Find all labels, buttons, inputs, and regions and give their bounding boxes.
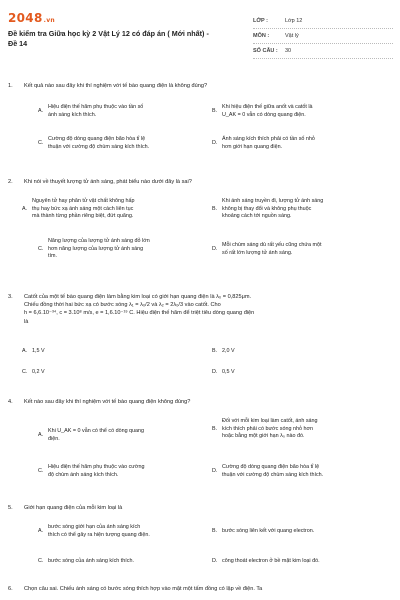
option-letter: D. bbox=[212, 246, 218, 252]
option-d[interactable] bbox=[212, 464, 390, 480]
option-letter: D. bbox=[212, 369, 218, 375]
option-line: hoặc bằng một giới hạn λ₀ nào đó. bbox=[222, 433, 305, 440]
option-text: công thoát electron ở bề mặt kim loại đó. bbox=[222, 558, 320, 564]
option-line: Khi hiệu điện thế giữa anốt và catốt là bbox=[222, 104, 313, 110]
header bbox=[0, 0, 400, 62]
option-a[interactable] bbox=[38, 428, 208, 444]
logo-suffix: .vn bbox=[43, 17, 55, 24]
option-text bbox=[222, 198, 323, 221]
option-d[interactable] bbox=[212, 369, 382, 377]
option-text: 2,0 V bbox=[222, 348, 235, 354]
option-a[interactable] bbox=[38, 104, 208, 120]
option-line: mà thành từng phần riêng biệt, đứt quãng. bbox=[32, 213, 134, 220]
question-text: Chọn câu sai. Chiếu ánh sáng có bước sóng thích hợp vào mặt một tấm đồng có lập về điện. Ta bbox=[24, 586, 263, 592]
option-c[interactable] bbox=[38, 558, 208, 566]
meta-value: 30 bbox=[285, 48, 292, 54]
question-2 bbox=[8, 178, 392, 278]
option-d[interactable] bbox=[212, 136, 390, 152]
option-line: điện. bbox=[48, 435, 60, 442]
option-line: U_AK = 0 vẫn có dòng quang điện. bbox=[222, 111, 306, 118]
question-number: 1. bbox=[8, 83, 13, 89]
option-letter: A. bbox=[22, 348, 28, 354]
question-text bbox=[24, 293, 388, 326]
question-number: 6. bbox=[8, 586, 13, 592]
option-line: Ánh sáng kích thích phải có tần số nhỏ bbox=[222, 136, 315, 142]
option-text bbox=[222, 418, 318, 441]
question-number: 4. bbox=[8, 399, 13, 405]
option-letter: A. bbox=[38, 108, 44, 114]
question-text: Kết nào sau đây khi thí nghiệm với tế bào quang điện không đúng? bbox=[24, 399, 191, 405]
option-b[interactable] bbox=[212, 348, 382, 356]
option-b[interactable] bbox=[212, 104, 390, 120]
question-number: 3. bbox=[8, 294, 13, 300]
question-text: Giới hạn quang điện của mỗi kim loại là bbox=[24, 505, 123, 511]
option-a[interactable] bbox=[38, 524, 208, 540]
option-c[interactable] bbox=[38, 136, 208, 152]
option-text bbox=[222, 464, 323, 479]
option-letter: B. bbox=[212, 206, 218, 212]
meta-row-class bbox=[253, 14, 393, 29]
option-line: Năng lượng của lượng tử ánh sáng đỏ lớn bbox=[48, 238, 150, 244]
option-line: hơn năng lượng của lượng tử ánh sáng bbox=[48, 245, 144, 252]
option-line: Cường độ dòng quang điện bão hòa tỉ lệ bbox=[48, 136, 146, 142]
question-line: Chiếu đồng thời hai bức xạ có bước sóng λ₁ = λ₀/2 và λ₂ = 2λ₀/3 vào catốt. Cho bbox=[24, 302, 221, 309]
meta-table bbox=[253, 14, 393, 59]
question-number: 5. bbox=[8, 505, 13, 511]
option-line: Nguyên tử hay phân tử vật chất không hấp bbox=[32, 198, 135, 204]
option-text: 1,5 V bbox=[32, 348, 45, 354]
option-d[interactable] bbox=[212, 558, 390, 566]
meta-row-count bbox=[253, 44, 393, 59]
option-c[interactable] bbox=[38, 238, 208, 262]
option-letter: A. bbox=[38, 528, 44, 534]
title-line: Đề 14 bbox=[8, 39, 28, 48]
meta-key: MÔN : bbox=[253, 33, 270, 39]
option-b[interactable] bbox=[212, 418, 390, 442]
option-letter: B. bbox=[212, 348, 218, 354]
question-number: 2. bbox=[8, 179, 13, 185]
option-text bbox=[222, 136, 315, 151]
option-a[interactable] bbox=[22, 198, 212, 222]
option-text bbox=[48, 238, 150, 261]
option-line: khoảng cách tới nguồn sáng. bbox=[222, 213, 292, 220]
option-line: độ chùm ánh sáng kích thích. bbox=[48, 471, 119, 478]
option-letter: C. bbox=[38, 246, 44, 252]
option-b[interactable] bbox=[212, 198, 390, 222]
option-c[interactable] bbox=[22, 369, 192, 377]
title-line: Đề kiểm tra Giữa học kỳ 2 Vật Lý 12 có đáp án ( Mới nhất) - bbox=[8, 29, 209, 38]
option-text bbox=[48, 464, 144, 479]
option-line: hơn giới hạn quang điện. bbox=[222, 143, 283, 150]
option-line: số rất lớn lượng tử ánh sáng. bbox=[222, 249, 293, 256]
option-line: Khi ánh sáng truyền đi, lượng tử ánh sáng bbox=[222, 198, 324, 204]
option-line: thụ hay bức xạ ánh sáng một cách liên tục bbox=[32, 205, 134, 212]
option-text bbox=[48, 524, 150, 539]
meta-key: SỐ CÂU : bbox=[253, 48, 278, 54]
question-line: là bbox=[24, 318, 29, 325]
question-line: Catốt của một tế bào quang điện làm bằng kim loại có giới hạn quang điện là λ₀ = 0,825μm. bbox=[24, 294, 252, 300]
option-text bbox=[48, 104, 143, 119]
option-text bbox=[32, 198, 135, 221]
option-letter: D. bbox=[212, 558, 218, 564]
option-line: thuận với cường độ chùm sáng kích thích. bbox=[48, 143, 150, 150]
site-logo[interactable] bbox=[8, 11, 55, 25]
option-line: Khi U_AK = 0 vẫn có thể có dòng quang bbox=[48, 428, 145, 434]
question-6 bbox=[8, 585, 392, 597]
option-line: thuận với cường độ chùm sáng kích thích. bbox=[222, 471, 324, 478]
question-text: Kết quả nào sau đây khi thí nghiệm với tế bào quang điện là không đúng? bbox=[24, 83, 208, 89]
option-line: Đối với mỗi kim loại làm catốt, ánh sáng bbox=[222, 418, 318, 424]
option-letter: A. bbox=[22, 206, 28, 212]
option-text: 0,2 V bbox=[32, 369, 45, 375]
meta-row-subject bbox=[253, 29, 393, 44]
meta-key: LỚP : bbox=[253, 18, 268, 24]
option-letter: C. bbox=[38, 140, 44, 146]
option-letter: B. bbox=[212, 426, 218, 432]
option-letter: D. bbox=[212, 468, 218, 474]
option-line: không bị thay đổi và không phụ thuộc bbox=[222, 205, 312, 212]
option-c[interactable] bbox=[38, 464, 208, 480]
option-line: ánh sáng kích thích. bbox=[48, 111, 97, 118]
option-line: Mỗi chùm sáng dù rất yếu cũng chứa một bbox=[222, 242, 322, 248]
document-title bbox=[8, 29, 240, 49]
meta-value: Vật lý bbox=[285, 33, 299, 39]
option-letter: C. bbox=[38, 558, 44, 564]
option-letter: C. bbox=[22, 369, 28, 375]
question-line: h = 6,6.10⁻³⁴, c = 3.10⁸ m/s, e = 1,6.10⁻¹⁹ C. Hiệu điện thế hãm để triệt tiêu dòng quang điện bbox=[24, 310, 255, 317]
option-line: Hiệu điện thế hãm phụ thuộc vào tần số bbox=[48, 104, 144, 110]
option-line: bước sóng giới hạn của ánh sáng kích bbox=[48, 524, 141, 530]
option-letter: B. bbox=[212, 108, 218, 114]
question-text: Khi nói về thuyết lượng tử ánh sáng, phát biểu nào dưới đây là sai? bbox=[24, 179, 192, 185]
option-a[interactable] bbox=[22, 348, 192, 356]
option-text bbox=[48, 428, 144, 443]
question-4 bbox=[8, 398, 392, 498]
option-letter: C. bbox=[38, 468, 44, 474]
meta-value: Lớp 12 bbox=[285, 18, 303, 24]
option-text bbox=[48, 136, 149, 151]
option-text bbox=[222, 104, 313, 119]
option-letter: A. bbox=[38, 432, 44, 438]
question-3 bbox=[8, 293, 392, 383]
option-line: kích thích phải có bước sóng nhỏ hơn bbox=[222, 425, 313, 432]
option-text: 0,5 V bbox=[222, 369, 235, 375]
question-1 bbox=[8, 82, 392, 162]
option-b[interactable] bbox=[212, 528, 390, 536]
option-text bbox=[222, 242, 322, 257]
option-line: tím. bbox=[48, 253, 57, 260]
option-line: Hiệu điện thế hãm phụ thuộc vào cường bbox=[48, 464, 145, 470]
option-line: Cường độ dòng quang điện bão hòa tỉ lệ bbox=[222, 464, 320, 470]
option-text: bước sóng của ánh sáng kích thích. bbox=[48, 558, 134, 564]
option-letter: D. bbox=[212, 140, 218, 146]
option-text: bước sóng liên kết với quang electron. bbox=[222, 528, 315, 534]
logo-text: 2048 bbox=[8, 11, 43, 25]
option-letter: B. bbox=[212, 528, 218, 534]
option-d[interactable] bbox=[212, 242, 390, 258]
question-5 bbox=[8, 504, 392, 576]
option-line: thích có thể gây ra hiện tượng quang điện. bbox=[48, 531, 150, 538]
